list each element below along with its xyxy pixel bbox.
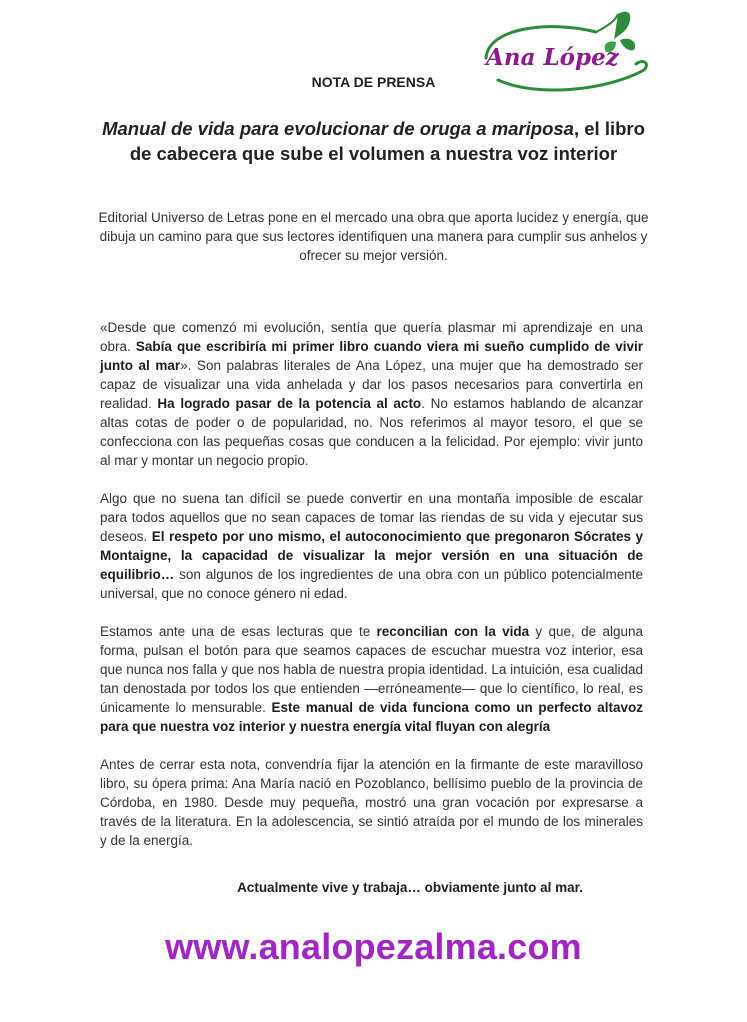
paragraph-3 [100, 622, 643, 736]
p1-text-e: . No estamos hablando de alcanzar altas cotas de poder o de popularidad, no. Nos referimos al mayor tesoro, el que se confecciona con las pequeñas cosas que conducen a la felicidad. Por ejemplo: vivir junto al mar y montar un negocio propio. [100, 396, 643, 468]
paragraph-2 [100, 489, 643, 603]
lead-paragraph: Editorial Universo de Letras pone en el mercado una obra que aporta lucidez y energía, que dibuja un camino para que sus lectores identifiquen una manera para cumplir sus anhelos y ofrecer su mejor versión. [98, 210, 649, 263]
p3-text-a: Estamos ante una de esas lecturas que te [100, 624, 377, 639]
headline-rest: , el libro de cabecera que sube el volumen a nuestra voz interior [129, 118, 645, 164]
p1-bold-highlight: Ha logrado pasar de la potencia al acto [157, 396, 422, 411]
p2-text-a: Algo que no suena tan difícil se puede convertir en una montaña imposible de escalar para todos aquellos que no sean capaces de tomar las riendas de su vida y ejecutar sus deseos. [100, 491, 643, 544]
book-title: Manual de vida para evolucionar de oruga a mariposa [102, 118, 574, 139]
article-body [100, 318, 643, 869]
paragraph-4 [100, 755, 643, 850]
p2-bold-highlight: El respeto por uno mismo, el autoconocimiento que pregonaron Sócrates y Montaigne, la capacidad de visualizar la mejor versión en una situación de equilibrio… [100, 529, 643, 582]
closing-line: Actualmente vive y trabaja… obviamente junto al mar. [237, 880, 583, 895]
paragraph-1 [100, 318, 643, 470]
p3-bold-highlight: Este manual de vida funciona como un perfecto altavoz para que nuestra voz interior y nuestra energía vital fluyan con alegría [100, 700, 644, 734]
press-release-kicker: NOTA DE PRENSA [311, 74, 436, 90]
p3-bold-phrase: reconcilian con la vida [376, 624, 530, 639]
p1-text-a: «Desde que comenzó mi evolución, sentía que quería plasmar mi aprendizaje en una obra. [100, 320, 643, 354]
p1-text-c: ». Son palabras literales de Ana López, una mujer que ha demostrado ser capaz de visualizar una vida anhelada y dar los pasos necesarios para convertirla en realidad. [100, 358, 644, 411]
website-url[interactable]: www.analopezalma.com [165, 926, 582, 967]
headline [90, 116, 657, 166]
logo-text: Ana López [486, 44, 619, 71]
p3-text-c: y que, de alguna forma, pulsan el botón para que seamos capaces de escuchar muestra voz interior, esa que nunca nos falla y que nos habla de nuestra propia identidad. La intuición, esa cualidad tan denostada por todos los que entienden —erróneamente— que lo científico, lo real, es únicamente lo mensurable. [100, 624, 643, 715]
p4-text: Antes de cerrar esta nota, convendría fijar la atención en la firmante de este maravilloso libro, su ópera prima: Ana María nació en Pozoblanco, bellísimo pueblo de la provincia de Córdoba, en 1980. Desde muy pequeña, mostró una gran vocación por expresarse a través de la literatura. En la adolescencia, se sintió atraída por el mundo de los minerales y de la energía. [100, 757, 643, 848]
p1-bold-quote: Sabía que escribiría mi primer libro cuando viera mi sueño cumplido de vivir junto al mar [100, 339, 643, 373]
p2-text-c: son algunos de los ingredientes de una obra con un público potencialmente universal, que no conoce género ni edad. [100, 567, 643, 601]
